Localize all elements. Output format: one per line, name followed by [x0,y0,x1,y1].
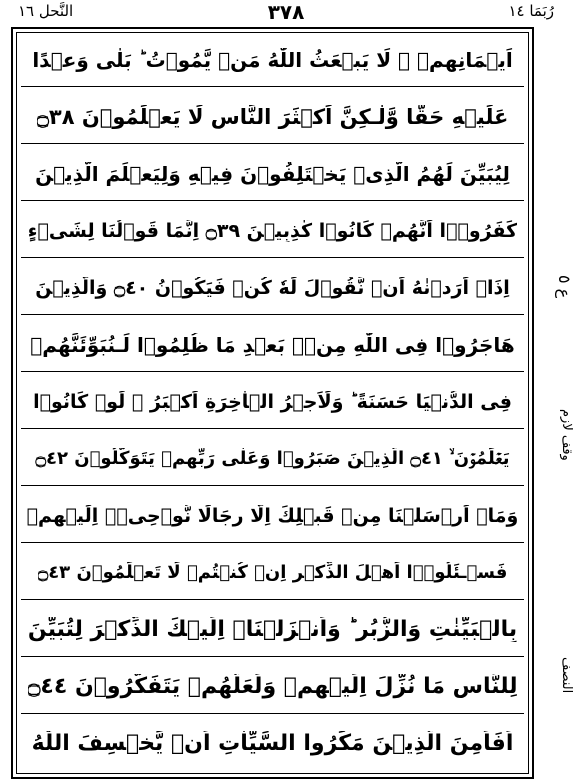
text-line [21,147,524,201]
text-line [21,489,524,543]
page-number: ٣٧٨ [267,0,305,24]
surah-title: النَّحل ١٦ [18,2,74,20]
text-line [21,375,524,429]
text-line [21,33,524,87]
line-text: فَسۡـئَلُوۡۤا اَهۡلَ الذِّكۡرِ اِنۡ كُنۡتُمۡ لَا تَعۡلَمُوۡنَ ۝٤٣ [37,562,508,583]
line-text: بِالۡبَيِّنٰتِ وَالزُّبُرِ ؕ وَاَنۡزَلۡنَاۤ اِلَيۡكَ الذِّكۡرَ لِتُبَيِّنَ [27,617,518,642]
text-line [21,432,524,486]
text-line [21,717,524,770]
nisf-note: النصف [559,656,574,694]
page-header [12,0,560,26]
text-line [21,204,524,258]
ruku-marker: ع ٥ [555,275,574,299]
line-text: هَاجَرُوۡا فِى اللّٰهِ مِنۡۢ بَعۡدِ مَا ظُلِمُوۡا لَـنُبَوِّئَنَّهُمۡ [30,332,515,357]
line-text: وَمَاۤ اَرۡسَلۡنَا مِنۡ قَبۡلِكَ اِلَّا رِجَالًا نُّوۡحِىۡۤ اِلَيۡهِمۡ [26,504,519,527]
text-line [21,603,524,657]
text-area [16,32,529,774]
line-text: اَيۡمَانِهِمۡ ۙ لَا يَبۡعَثُ اللّٰهُ مَنۡ يَّمُوۡتُ ؕ بَلٰى وَعۡدًا [32,47,513,72]
line-text: اِذَاۤ اَرَدۡنٰهُ اَنۡ نَّقُوۡلَ لَهٗ كُنۡ فَيَكُوۡنُ ۝٤٠ وَالَّذِيۡنَ [35,276,510,299]
text-line [21,261,524,315]
text-line [21,318,524,372]
line-text: يَعۡلَمُوۡنَ ۙ ۝٤١ الَّذِيۡنَ صَبَرُوۡا وَعَلٰى رَبِّهِمۡ يَتَوَكَّلُوۡنَ ۝٤٢ [35,448,510,469]
text-line [21,90,524,144]
juz-title: رُبَمَا ١٤ [508,2,554,20]
line-text: اَفَاَمِنَ الَّذِيۡنَ مَكَرُوا السَّيِّاٰتِ اَنۡ يَّخۡسِفَ اللّٰهُ [31,731,514,756]
line-text: كَفَرُوۡۤا اَنَّهُمۡ كَانُوۡا كٰذِبِيۡنَ ۝٣٩ اِنَّمَا قَوۡلُنَا لِشَىۡءٍ [27,219,518,242]
line-text: لِلنَّاسِ مَا نُزِّلَ اِلَيۡهِمۡ وَلَعَلَّهُمۡ يَتَفَكَّرُوۡنَ ۝٤٤ [27,674,518,699]
text-line [21,546,524,600]
page-frame [11,27,534,779]
waqf-note: وقف لازم [559,409,574,461]
line-text: لِيُبَيِّنَ لَهُمُ الَّذِىۡ يَخۡتَلِفُوۡنَ فِيۡهِ وَلِيَعۡلَمَ الَّذِيۡنَ [35,161,510,186]
line-text: عَلَيۡهِ حَقًّا وَّلٰـكِنَّ اَكۡثَرَ النَّاسِ لَا يَعۡلَمُوۡنَ ۝٣٨ [36,104,509,129]
line-text: فِى الدُّنۡيَا حَسَنَةً ؕ وَلَاَجۡرُ الۡاٰخِرَةِ اَكۡبَرُ ۘ لَوۡ كَانُوۡا [33,390,512,413]
text-line [21,660,524,714]
